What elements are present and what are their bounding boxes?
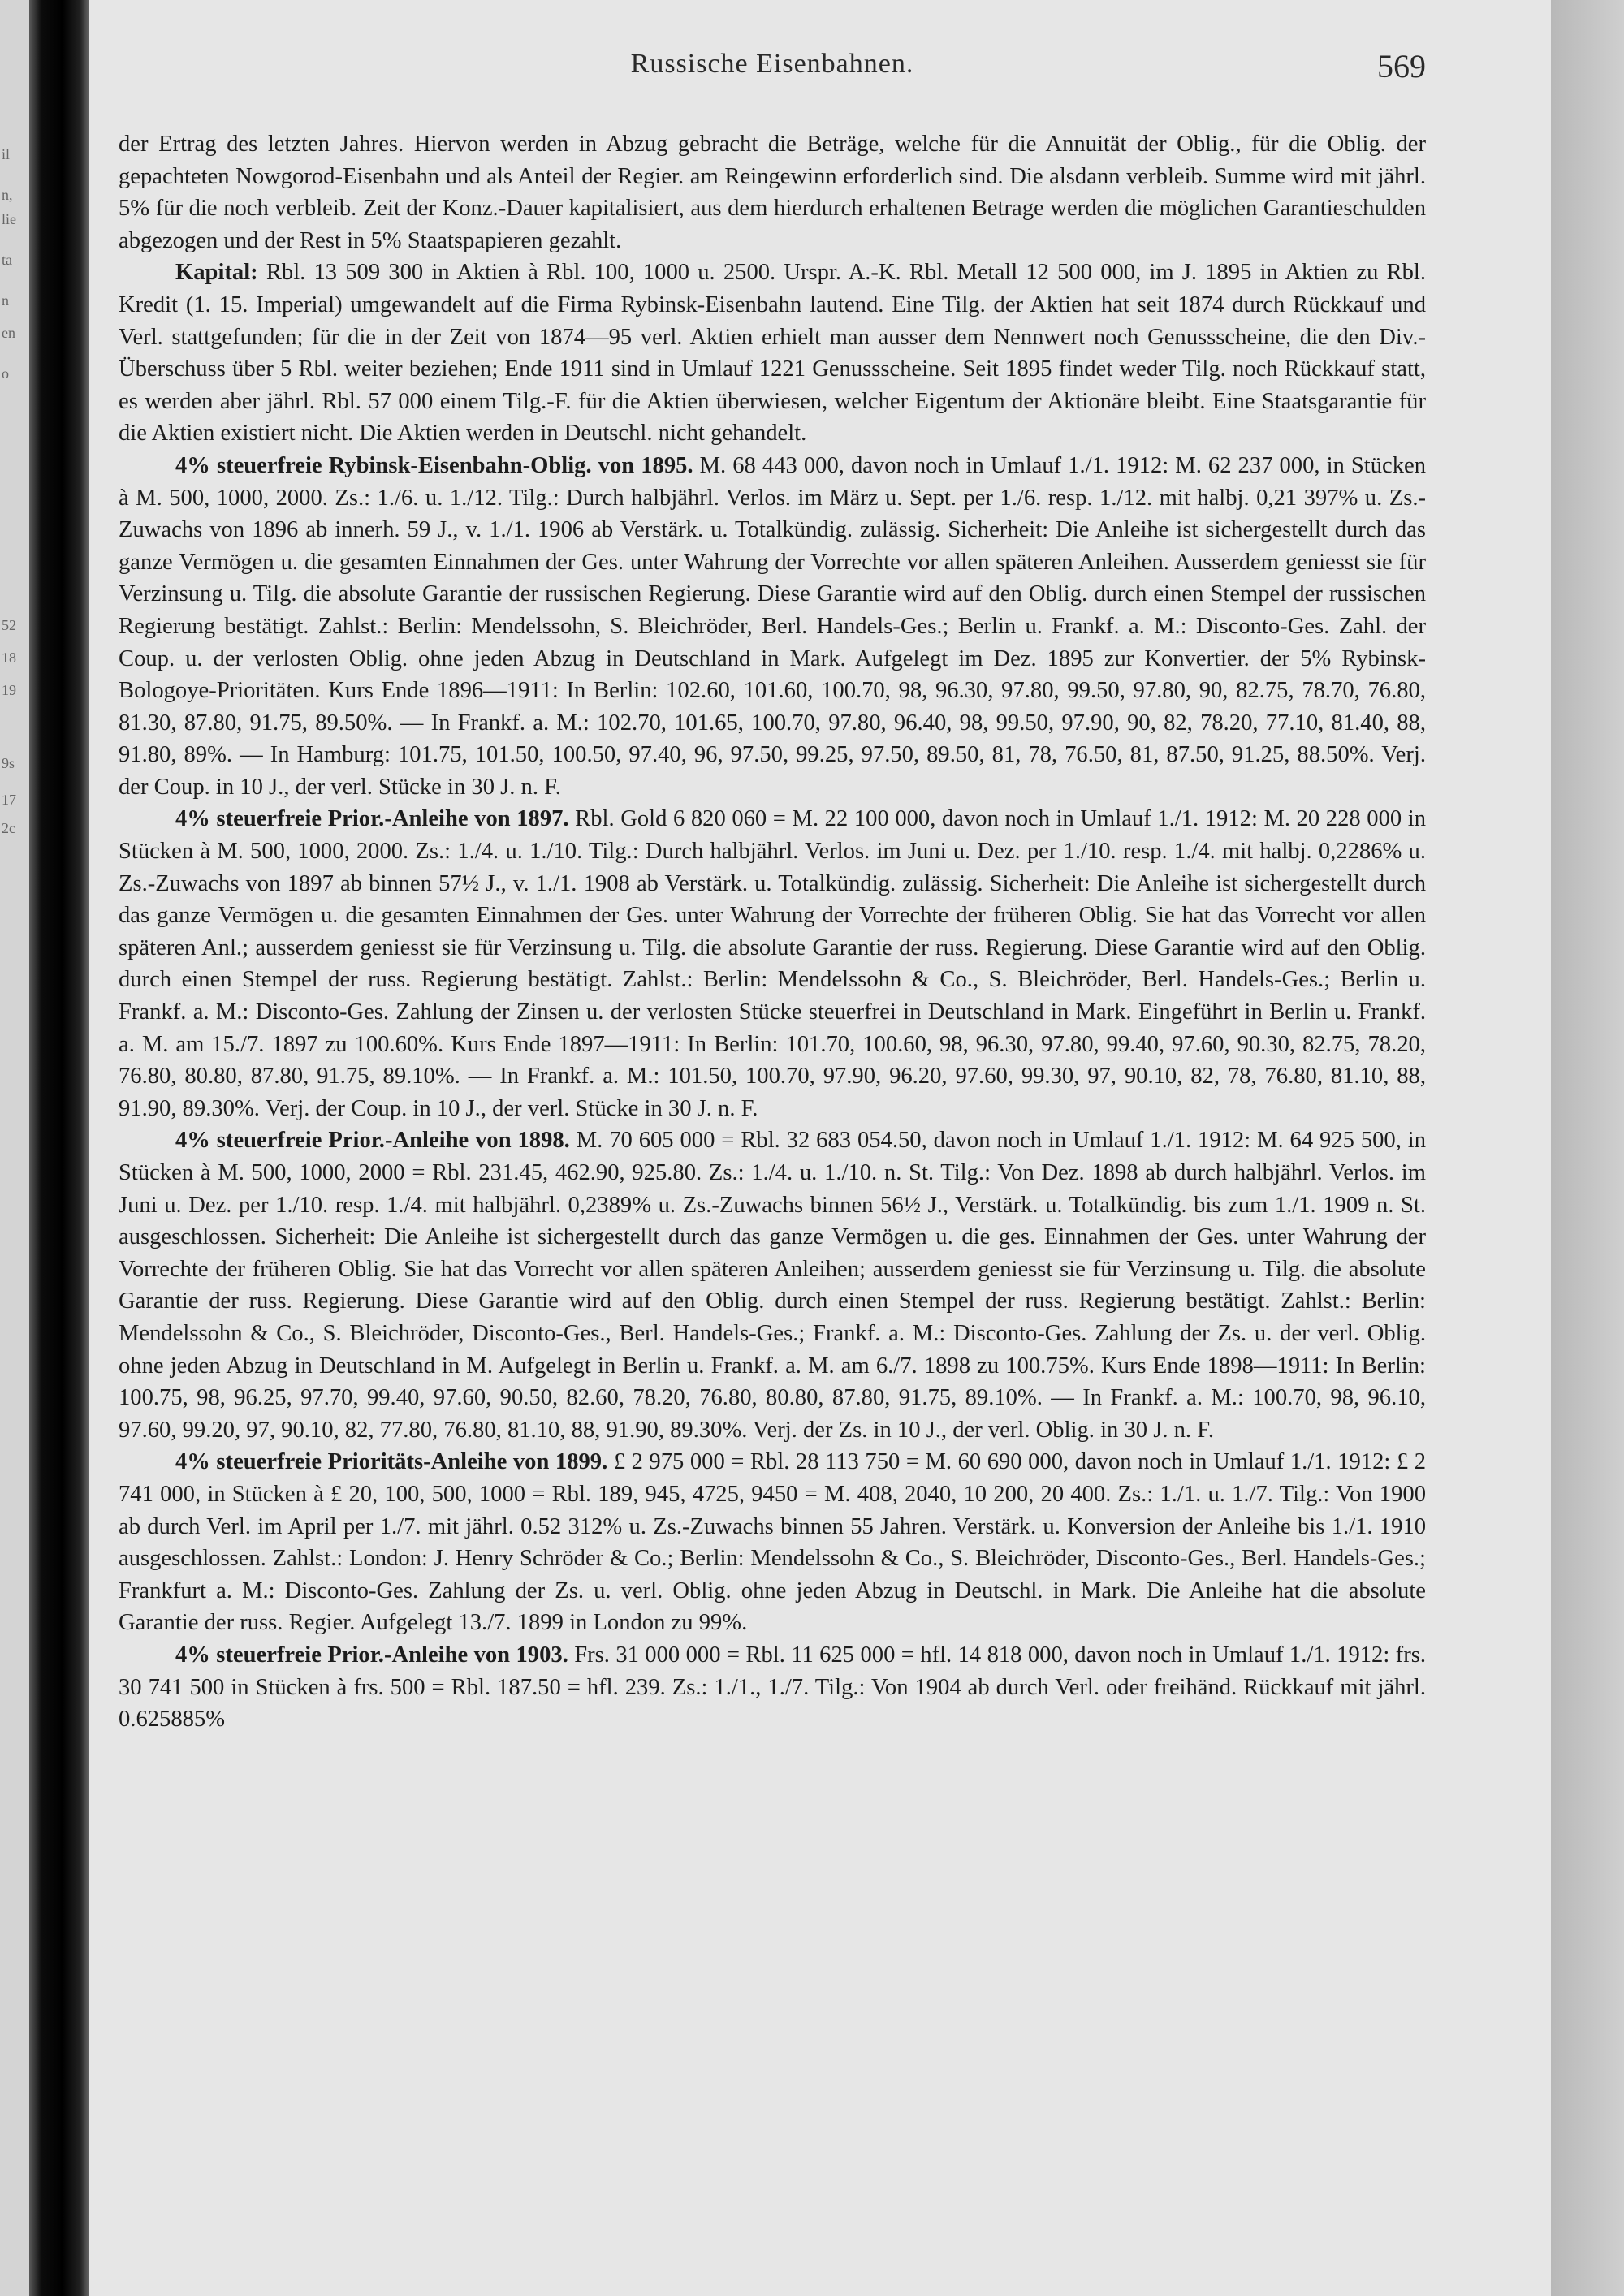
margin-fragment: 18	[2, 650, 16, 666]
margin-fragment: 17	[2, 792, 16, 808]
margin-fragment: o	[2, 365, 9, 382]
margin-fragment: 9s	[2, 755, 15, 771]
margin-fragment: en	[2, 325, 15, 341]
paragraph-lead: 4% steuerfreie Prior.-Anleihe von 1903.	[175, 1642, 568, 1668]
margin-fragment: 52	[2, 617, 16, 633]
paragraph	[119, 257, 1426, 450]
book-gutter	[29, 0, 89, 2296]
margin-fragment: lie	[2, 211, 16, 227]
page-number: 569	[1377, 48, 1426, 84]
paragraph	[119, 128, 1426, 257]
paragraph-text: £ 2 975 000 = Rbl. 28 113 750 = M. 60 690 000, davon noch in Umlauf 1./1. 1912: £ 2 741 000, in Stücken à £ 20, 100, 500, 1000 = Rbl. 189, 945, 4725, 9450 = M. 408, 2040, 10 200, 20 400. Zs.: 1./1. u. 1./7. Tilg.: Von 1900 ab durch Verl. im April per 1./7. mit jährl. 0.52 312% u. Zs.-Zuwachs binnen 55 Jahren. Verstärk. u. Konversion der Anleihe bis 1./1. 1910 ausgeschlossen. Zahlst.: London: J. Henry Schröder & Co.; Berlin: Mendelssohn & Co., S. Bleichröder, Disconto-Ges., Berl. Handels-Ges.; Frankfurt a. M.: Disconto-Ges. Zahlung der Zs. u. verl. Oblig. ohne jeden Abzug in Deutschl. in Mark. Die Anleihe hat die absolute Garantie der russ. Regier. Aufgelegt 13./7. 1899 in London zu 99%.	[119, 1449, 1427, 1636]
paragraph-text: M. 70 605 000 = Rbl. 32 683 054.50, davon noch in Umlauf 1./1. 1912: M. 64 925 500, in Stücken à M. 500, 1000, 2000 = Rbl. 231.45, 462.90, 925.80. Zs.: 1./4. u. 1./10. n. St. Tilg.: Von Dez. 1898 ab durch halbjährl. Verlos. im Juni u. Dez. per 1./10. resp. 1./4. mit halbjährl. 0,2389% u. Zs.-Zuwachs binnen 56½ J., Verstärk. u. Totalkündig. bis zum 1./1. 1909 n. St. ausgeschlossen. Sicherheit: Die Anleihe ist sichergestellt durch das ganze Vermögen u. die ges. Einnahmen der Ges. unter Wahrung der Vorrechte der früheren Oblig. Sie hat das Vorrecht vor allen späteren Anleihen; ausserdem geniesst sie für Verzinsung u. Tilg. die absolute Garantie der russ. Regierung. Diese Garantie wird auf den Oblig. durch einen Stempel der russ. Regierung bestätigt. Zahlst.: Berlin: Mendelssohn & Co., S. Bleichröder, Disconto-Ges., Berl. Handels-Ges.; Frankf. a. M.: Disconto-Ges. Zahlung der Zs. u. der verl. Oblig. ohne jeden Abzug in Deutschland in M. Aufgelegt in Berlin u. Frankf. a. M. am 6./7. 1898 zu 100.75%. Kurs Ende 1898—1911: In Berlin: 100.75, 98, 96.25, 97.70, 99.40, 97.60, 90.50, 82.60, 78.20, 76.80, 80.80, 87.80, 91.75, 89.10%. — In Frankf. a. M.: 100.70, 98, 96.10, 97.60, 99.20, 97, 90.10, 82, 77.80, 76.80, 81.10, 88, 91.90, 89.30%. Verj. der Zs. in 10 J., der verl. Oblig. in 30 J. n. F.	[119, 1128, 1427, 1443]
page-right-edge	[1551, 0, 1624, 2296]
margin-fragment: 19	[2, 682, 16, 698]
margin-fragment: n,	[2, 187, 13, 203]
paragraph-lead: 4% steuerfreie Rybinsk-Eisenbahn-Oblig. von 1895.	[175, 452, 693, 478]
margin-fragment: 2c	[2, 820, 15, 836]
paragraph-lead: 4% steuerfreie Prioritäts-Anleihe von 1899.	[175, 1449, 608, 1475]
paragraph	[119, 1446, 1426, 1639]
paragraph	[119, 1639, 1426, 1736]
paragraph-lead: Kapital:	[175, 260, 258, 286]
paragraph-text: der Ertrag des letzten Jahres. Hiervon werden in Abzug gebracht die Beträge, welche für die Annuität der Oblig., für die Oblig. der gepachteten Nowgorod-Eisenbahn und als Anteil der Regier. am Reingewinn erforderlich sind. Die alsdann verbleib. Summe wird mit jährl. 5% für die noch verbleib. Zeit der Konz.-Dauer kapitalisiert, aus dem hierdurch erhaltenen Betrage werden die möglichen Garantieschulden abgezogen und der Rest in 5% Staatspapieren gezahlt.	[119, 132, 1426, 253]
paragraph-text: Rbl. Gold 6 820 060 = M. 22 100 000, davon noch in Umlauf 1./1. 1912: M. 20 228 000 in Stücken à M. 500, 1000, 2000. Zs.: 1./4. u. 1./10. Tilg.: Durch halbjährl. Verlos. im Juni u. Dez. per 1./10. resp. 1./4. mit halbj. 0,2286% u. Zs.-Zuwachs von 1897 ab binnen 57½ J., v. 1./1. 1908 ab Verstärk. u. Totalkündig. zulässig. Sicherheit: Die Anleihe ist sichergestellt durch das ganze Vermögen u. die gesamten Einnahmen der Ges. unter Wahrung der Vorrechte der früheren Oblig. Sie hat das Vorrecht vor allen späteren Anl.; ausserdem geniesst sie für Verzinsung u. Tilg. die absolute Garantie der russ. Regierung. Diese Garantie wird auf den Oblig. durch einen Stempel der russ. Regierung bestätigt. Zahlst.: Berlin: Mendelssohn & Co., S. Bleichröder, Berl. Handels-Ges.; Berlin u. Frankf. a. M.: Disconto-Ges. Zahlung der Zinsen u. der verlosten Stücke steuerfrei in Deutschland in Mark. Eingeführt in Berlin u. Frankf. a. M. am 15./7. 1897 zu 100.60%. Kurs Ende 1897—1911: In Berlin: 101.70, 100.60, 98, 96.30, 97.80, 99.40, 97.60, 90.30, 82.75, 78.20, 76.80, 80.80, 87.80, 91.75, 89.10%. — In Frankf. a. M.: 101.50, 100.70, 97.90, 96.20, 97.60, 99.30, 97, 90.10, 82, 78, 76.80, 81.10, 88, 91.90, 89.30%. Verj. der Coup. in 10 J., der verl. Stücke in 30 J. n. F.	[119, 806, 1426, 1121]
paragraph-text: Rbl. 13 509 300 in Aktien à Rbl. 100, 1000 u. 2500. Urspr. A.-K. Rbl. Metall 12 500 000, im J. 1895 in Aktien zu Rbl. Kredit (1. 15. Imperial) umgewandelt auf die Firma Rybinsk-Eisenbahn lautend. Eine Tilg. der Aktien hat seit 1874 durch Rückkauf und Verl. stattgefunden; für die in der Zeit von 1874—95 verl. Aktien erhielt man ausser dem Nennwert noch Genussscheine, die den Div.-Überschuss über 5 Rbl. weiter beziehen; Ende 1911 sind in Umlauf 1221 Genussscheine. Seit 1895 findet weder Tilg. noch Rückkauf statt, es werden aber jährl. Rbl. 57 000 einem Tilg.-F. für die Aktien überwiesen, welcher Eigentum der Aktionäre bleibt. Eine Staatsgarantie für die Aktien existiert nicht. Die Aktien werden in Deutschl. nicht gehandelt.	[119, 260, 1426, 447]
page-body	[119, 128, 1426, 1736]
paragraph-lead: 4% steuerfreie Prior.-Anleihe von 1897.	[175, 806, 569, 832]
page-header	[119, 49, 1426, 97]
paragraph-text: Frs. 31 000 000 = Rbl. 11 625 000 = hfl. 14 818 000, davon noch in Umlauf 1./1. 1912: frs. 30 741 500 in Stücken à frs. 500 = Rbl. 187.50 = hfl. 239. Zs.: 1./1., 1./7. Tilg.: Von 1904 ab durch Verl. oder freihänd. Rückkauf mit jährl. 0.625885%	[119, 1642, 1427, 1733]
margin-fragment: ta	[2, 252, 12, 268]
paragraph-lead: 4% steuerfreie Prior.-Anleihe von 1898.	[175, 1128, 570, 1154]
running-title: Russische Eisenbahnen.	[630, 49, 914, 79]
margin-fragment: il	[2, 146, 11, 162]
paragraph	[119, 1124, 1426, 1446]
paragraph	[119, 450, 1426, 804]
paragraph	[119, 803, 1426, 1124]
paragraph-text: M. 68 443 000, davon noch in Umlauf 1./1. 1912: M. 62 237 000, in Stücken à M. 500, 1000, 2000. Zs.: 1./6. u. 1./12. Tilg.: Durch halbjährl. Verlos. im März u. Sept. per 1./6. resp. 1./12. mit halbj. 0,21 397% u. Zs.-Zuwachs von 1896 ab innerh. 59 J., v. 1./1. 1906 ab Verstärk. u. Totalkündig. zulässig. Sicherheit: Die Anleihe ist sichergestellt durch das ganze Vermögen u. die gesamten Einnahmen der Ges. unter Wahrung der Vorrechte vor allen späteren Anleihen. Ausserdem geniesst sie für Verzinsung u. Tilg. die absolute Garantie der russischen Regierung. Diese Garantie wird auf den Oblig. durch einen Stempel der russischen Regierung bestätigt. Zahlst.: Berlin: Mendelssohn, S. Bleichröder, Berl. Handels-Ges.; Berlin u. Frankf. a. M.: Disconto-Ges. Zahl. der Coup. u. der verlosten Oblig. ohne jeden Abzug in Deutschland in Mark. Aufgelegt im Dez. 1895 zur Konvertier. der 5% Rybinsk-Bologoye-Prioritäten. Kurs Ende 1896—1911: In Berlin: 102.60, 101.60, 100.70, 98, 96.30, 97.80, 99.50, 97.80, 90, 82.75, 78.70, 76.80, 81.30, 87.80, 91.75, 89.50%. — In Frankf. a. M.: 102.70, 101.65, 100.70, 97.80, 96.40, 98, 99.50, 97.90, 90, 82, 78.20, 77.10, 81.40, 88, 91.80, 89%. — In Hamburg: 101.75, 101.50, 100.50, 97.40, 96, 97.50, 99.25, 97.50, 89.50, 81, 78, 76.50, 81, 87.50, 91.25, 88.50%. Verj. der Coup. in 10 J., der verl. Stücke in 30 J. n. F.	[119, 452, 1426, 800]
margin-fragment: n	[2, 292, 9, 309]
previous-page-edge	[0, 0, 29, 2296]
